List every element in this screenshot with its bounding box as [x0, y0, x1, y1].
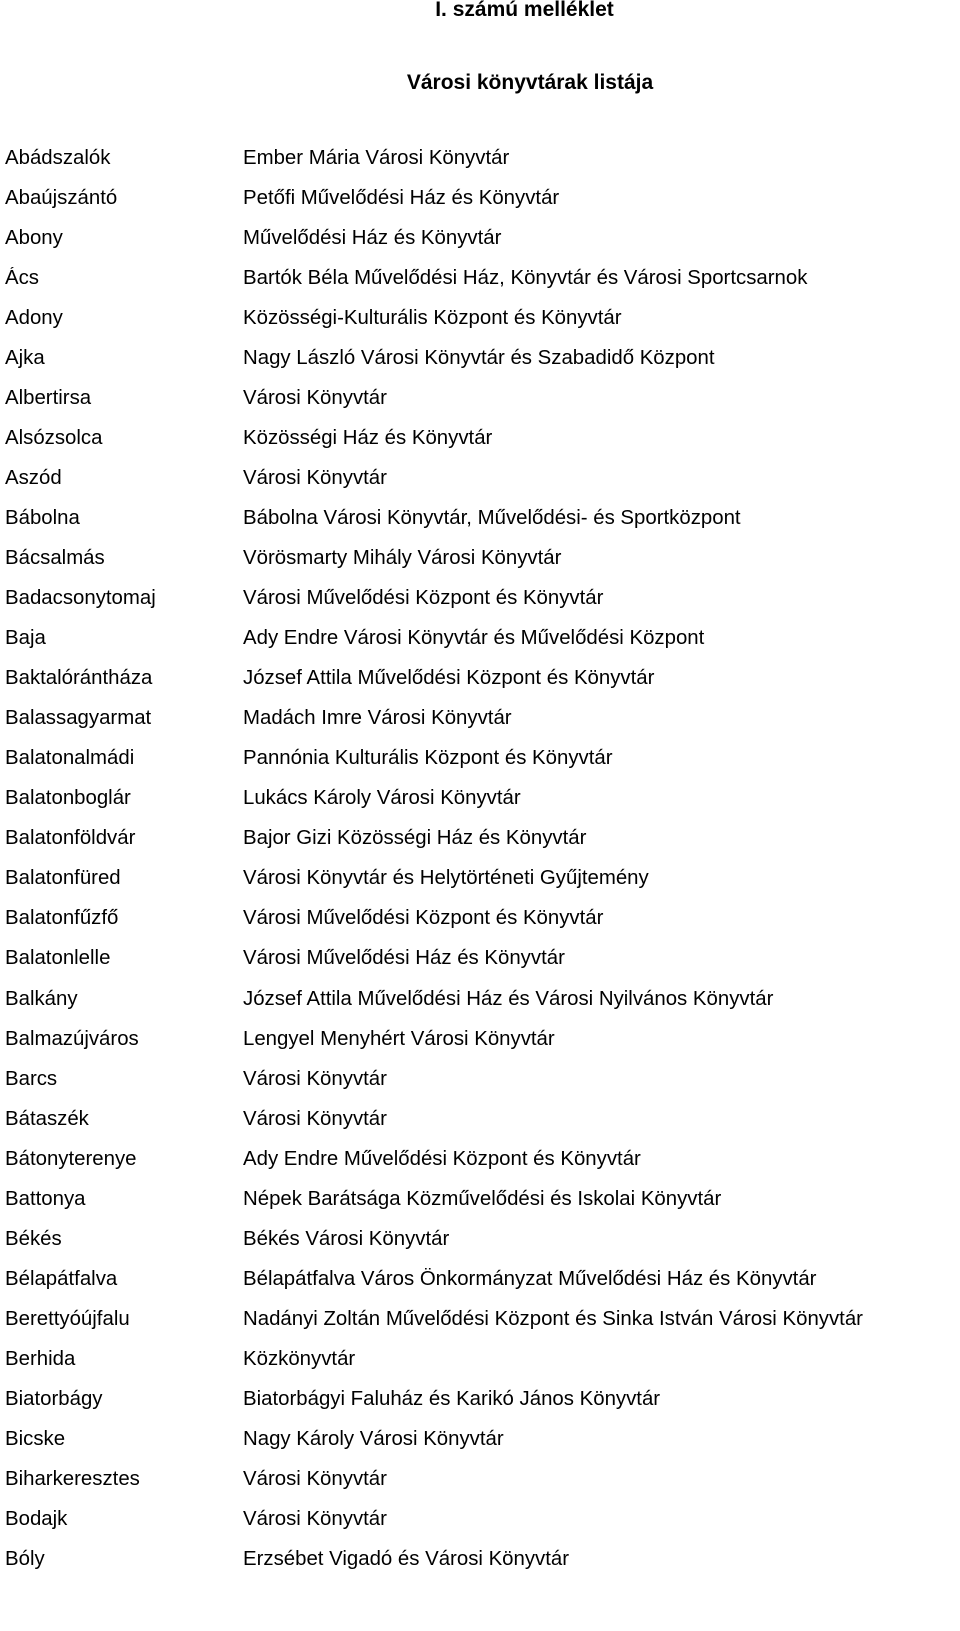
town-name: Badacsonytomaj [5, 587, 156, 610]
library-row [0, 1540, 960, 1580]
library-name: Városi Művelődési Központ és Könyvtár [243, 587, 604, 610]
library-row [0, 178, 960, 218]
library-name: Bélapátfalva Város Önkormányzat Művelődési Ház és Könyvtár [243, 1267, 817, 1290]
library-row [0, 138, 960, 178]
library-name: Bajor Gizi Közösségi Ház és Könyvtár [243, 827, 587, 850]
town-name: Békés [5, 1227, 62, 1250]
library-name: Művelődési Ház és Könyvtár [243, 226, 502, 249]
library-row [0, 538, 960, 578]
town-name: Ajka [5, 346, 45, 369]
library-row [0, 1420, 960, 1460]
library-row [0, 1299, 960, 1339]
library-name: Városi Könyvtár [243, 1468, 387, 1491]
town-name: Abony [5, 226, 63, 249]
library-name: Városi Könyvtár [243, 1508, 387, 1531]
town-name: Balatonboglár [5, 787, 131, 810]
library-row [0, 378, 960, 418]
town-name: Biharkeresztes [5, 1468, 140, 1491]
library-row [0, 1500, 960, 1540]
town-name: Balatonfűzfő [5, 907, 119, 930]
town-name: Barcs [5, 1067, 58, 1090]
library-row [0, 979, 960, 1019]
town-name: Bóly [5, 1548, 45, 1571]
library-name: Biatorbágyi Faluház és Karikó János Könyvtár [243, 1387, 661, 1410]
library-name: Petőfi Művelődési Ház és Könyvtár [243, 186, 560, 209]
library-row [0, 1139, 960, 1179]
town-name: Adony [5, 306, 63, 329]
town-name: Baktalórántháza [5, 667, 153, 690]
library-row [0, 338, 960, 378]
library-name: Városi Könyvtár [243, 1067, 387, 1090]
library-name: Városi Művelődési Központ és Könyvtár [243, 907, 604, 930]
library-name: Városi Művelődési Ház és Könyvtár [243, 947, 565, 970]
library-row [0, 939, 960, 979]
library-row [0, 1259, 960, 1299]
library-name: Lengyel Menyhért Városi Könyvtár [243, 1027, 555, 1050]
library-name: Közkönyvtár [243, 1347, 356, 1370]
town-name: Balmazújváros [5, 1027, 139, 1050]
town-name: Bábolna [5, 506, 80, 529]
library-name: Városi Könyvtár [243, 386, 387, 409]
library-row [0, 1460, 960, 1500]
library-row [0, 899, 960, 939]
library-row [0, 458, 960, 498]
library-name: Nagy László Városi Könyvtár és Szabadidő Központ [243, 346, 715, 369]
town-name: Ács [5, 266, 39, 289]
library-name: Városi Könyvtár és Helytörténeti Gyűjtemény [243, 867, 649, 890]
library-row [0, 418, 960, 458]
town-name: Baja [5, 627, 46, 650]
annex-title: I. számú melléklet [435, 0, 614, 21]
library-row [0, 579, 960, 619]
town-name: Bátaszék [5, 1107, 89, 1130]
library-row [0, 298, 960, 338]
town-name: Biatorbágy [5, 1387, 103, 1410]
town-name: Battonya [5, 1187, 86, 1210]
town-name: Albertirsa [5, 386, 92, 409]
library-row [0, 1099, 960, 1139]
library-row [0, 1179, 960, 1219]
library-name: Bábolna Városi Könyvtár, Művelődési- és Sportközpont [243, 506, 741, 529]
library-name: Nagy Károly Városi Könyvtár [243, 1428, 504, 1451]
library-row [0, 699, 960, 739]
list-title: Városi könyvtárak listája [406, 71, 654, 94]
town-name: Balatonföldvár [5, 827, 136, 850]
library-name: József Attila Művelődési Központ és Könyvtár [243, 667, 655, 690]
library-row [0, 1219, 960, 1259]
library-name: Madách Imre Városi Könyvtár [243, 707, 512, 730]
library-name: Ady Endre Művelődési Központ és Könyvtár [243, 1147, 641, 1170]
town-name: Aszód [5, 466, 62, 489]
library-name: Népek Barátsága Közművelődési és Iskolai Könyvtár [243, 1187, 722, 1210]
town-name: Abádszalók [5, 146, 111, 169]
library-row [0, 659, 960, 699]
library-row [0, 1379, 960, 1419]
town-name: Alsózsolca [5, 426, 103, 449]
library-row [0, 1339, 960, 1379]
town-name: Bicske [5, 1428, 66, 1451]
library-name: József Attila Művelődési Ház és Városi Nyilvános Könyvtár [243, 987, 774, 1010]
town-name: Bácsalmás [5, 546, 105, 569]
library-row [0, 819, 960, 859]
library-name: Vörösmarty Mihály Városi Könyvtár [243, 546, 562, 569]
town-name: Bélapátfalva [5, 1267, 118, 1290]
library-row [0, 218, 960, 258]
library-name: Közösségi Ház és Könyvtár [243, 426, 493, 449]
library-name: Nadányi Zoltán Művelődési Központ és Sinka István Városi Könyvtár [243, 1307, 863, 1330]
town-name: Balatonfüred [5, 867, 121, 890]
town-name: Berettyóújfalu [5, 1307, 130, 1330]
town-name: Balatonalmádi [5, 747, 135, 770]
library-row [0, 498, 960, 538]
library-name: Közösségi-Kulturális Központ és Könyvtár [243, 306, 622, 329]
town-name: Balatonlelle [5, 947, 111, 970]
library-name: Városi Könyvtár [243, 466, 387, 489]
library-row [0, 619, 960, 659]
town-name: Bodajk [5, 1508, 68, 1531]
library-row [0, 1019, 960, 1059]
library-name: Bartók Béla Művelődési Ház, Könyvtár és Városi Sportcsarnok [243, 266, 808, 289]
library-row [0, 859, 960, 899]
town-name: Balkány [5, 987, 78, 1010]
library-row [0, 779, 960, 819]
library-name: Pannónia Kulturális Központ és Könyvtár [243, 747, 613, 770]
town-name: Bátonyterenye [5, 1147, 137, 1170]
town-name: Abaújszántó [5, 186, 118, 209]
town-name: Balassagyarmat [5, 707, 152, 730]
library-name: Békés Városi Könyvtár [243, 1227, 450, 1250]
library-row [0, 258, 960, 298]
library-list [0, 138, 960, 1580]
library-name: Erzsébet Vigadó és Városi Könyvtár [243, 1548, 570, 1571]
library-name: Ady Endre Városi Könyvtár és Művelődési Központ [243, 627, 705, 650]
library-name: Városi Könyvtár [243, 1107, 387, 1130]
library-name: Lukács Károly Városi Könyvtár [243, 787, 521, 810]
library-name: Ember Mária Városi Könyvtár [243, 146, 510, 169]
library-row [0, 1059, 960, 1099]
town-name: Berhida [5, 1347, 76, 1370]
library-row [0, 739, 960, 779]
